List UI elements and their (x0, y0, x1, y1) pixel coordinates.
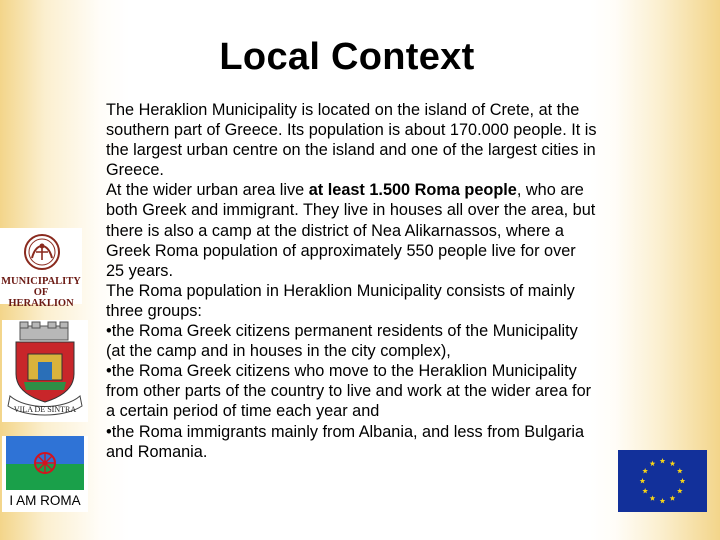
slide-body-text (106, 100, 598, 462)
bullet-item: •the Roma immigrants mainly from Albania, and less from Bulgaria and Romania. (106, 422, 585, 461)
paragraph-roma-bold: at least 1.500 Roma people (308, 181, 517, 200)
heraklion-logo (0, 228, 82, 309)
paragraph-roma-after: , who are both Greek and immigrant. They live in houses all over the area, but there is also a camp at the district of Nea Alikarnassos, where a Greek Roma population of approximately 550 people live for over 25 years. (106, 181, 596, 280)
paragraph-groups-intro: The Roma population in Heraklion Municipality consists of mainly three groups: (106, 281, 575, 320)
paragraph-intro: The Heraklion Municipality is located on the island of Crete, at the southern part of Greece. Its population is about 170.000 people. It is the largest urban centre on the island and one of the largest cities in Greece. (106, 101, 597, 180)
heraklion-logo-text (0, 276, 82, 309)
sintra-logo-text: VILA DE SINTRA (13, 405, 77, 414)
roma-logo (2, 436, 88, 512)
eu-flag-icon (618, 450, 707, 512)
heraklion-logo-line2: HERAKLION (8, 298, 74, 309)
bullet-item: •the Roma Greek citizens who move to the Heraklion Municipality from other parts of the country to live and work at the wider area for a certain period of time each year and (106, 362, 592, 421)
eu-logo (618, 450, 707, 512)
bullet-item: •the Roma Greek citizens permanent residents of the Municipality (at the camp and in houses in the city complex), (106, 322, 578, 361)
heraklion-logo-line1: MUNICIPALITY OF (1, 276, 81, 298)
paragraph-roma-population (106, 180, 598, 280)
slide-title: Local Context (219, 36, 475, 78)
roma-flag-icon (2, 436, 88, 492)
paragraph-roma-before: At the wider urban area live (106, 181, 309, 200)
heraklion-seal-icon (0, 228, 82, 278)
sintra-logo (2, 320, 88, 422)
sintra-coat-of-arms-icon (2, 320, 88, 422)
roma-logo-text: I AM ROMA (9, 493, 81, 508)
